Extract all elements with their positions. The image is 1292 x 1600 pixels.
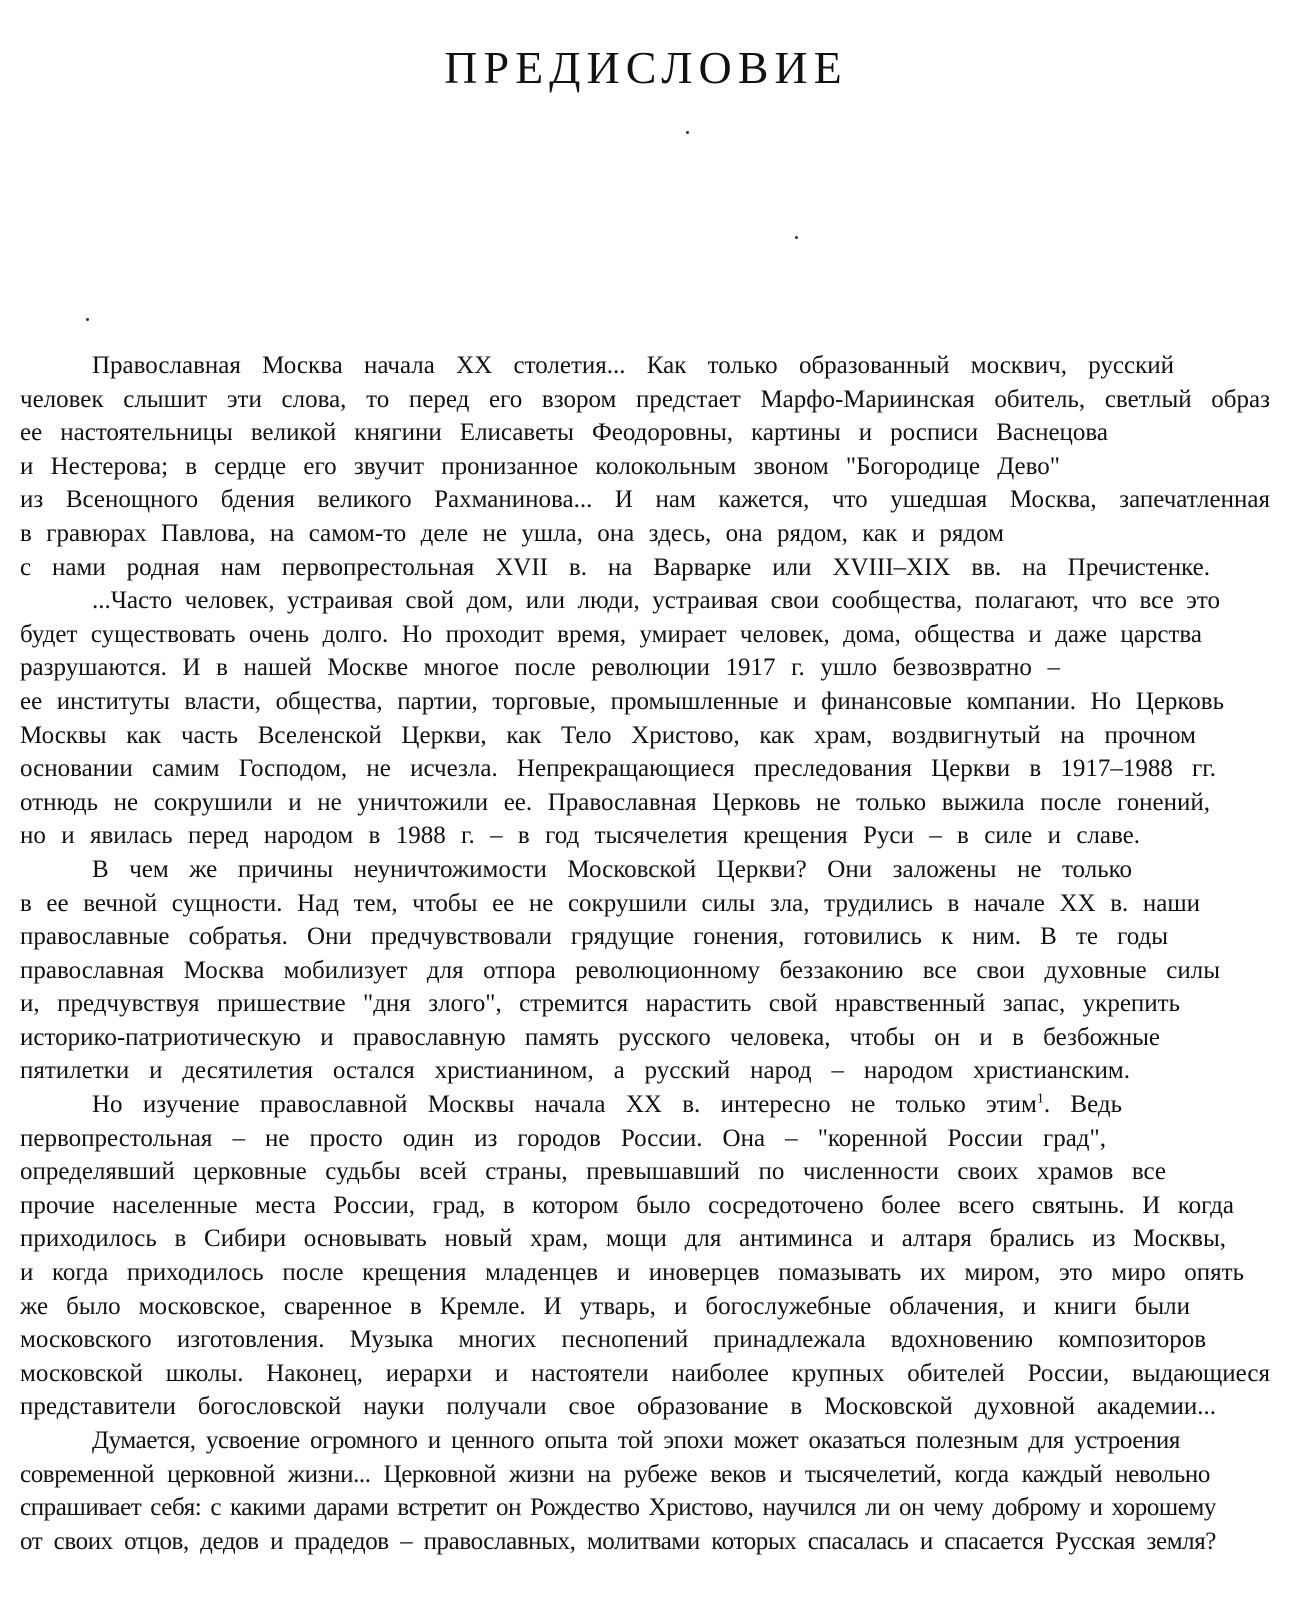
paragraph-1 — [20, 349, 1270, 584]
text-line: современной церковной жизни... Церковной жизни на рубеже веков и тысячелетий, когда каждый невольно — [20, 1460, 1210, 1488]
text-line: пятилетки и десятилетия остался христианином, а русский народ – народом христианским. — [20, 1057, 1130, 1085]
paragraph-4 — [20, 1088, 1270, 1424]
scan-speck — [795, 236, 798, 239]
text-line: основании самим Господом, не исчезла. Непрекращающиеся преследования Церкви в 1917–1988 гг. — [20, 755, 1216, 783]
text-line: прочие населенные места России, град, в котором было сосредоточено более всего святынь. И когда — [20, 1191, 1234, 1219]
text-line-start: Но изучение православной Москвы начала XX в. интересно не только этим — [92, 1091, 1037, 1119]
text-line: спрашивает себя: с какими дарами встретит он Рождество Христово, научился ли он чему доброму и хорошему — [20, 1494, 1216, 1522]
text-line: В чем же причины неуничтожимости Московской Церкви? Они заложены не только — [92, 855, 1132, 883]
text-line — [20, 1088, 1122, 1122]
scan-speck — [86, 318, 89, 321]
text-line-end: . Ведь — [1043, 1091, 1122, 1119]
text-line: и Нестерова; в сердце его звучит пронизанное колокольным звоном "Богородице Дево" — [20, 452, 1060, 480]
text-line: приходилось в Сибири основывать новый храм, мощи для антиминса и алтаря брались из Москвы, — [20, 1225, 1226, 1253]
body-text — [20, 349, 1270, 1558]
text-line: ...Часто человек, устраивая свой дом, или люди, устраивая свои сообщества, полагают, что все это — [92, 587, 1220, 615]
text-line: от своих отцов, дедов и прадедов – православных, молитвами которых спасалась и спасается Русская земля? — [20, 1527, 1216, 1555]
text-line: с нами родная нам первопрестольная XVII в. на Варварке или XVIII–XIX вв. на Пречистенке. — [20, 553, 1210, 581]
text-line: представители богословской науки получали свое образование в Московской духовной академии... — [20, 1393, 1216, 1421]
text-line: Думается, усвоение огромного и ценного опыта той эпохи может оказаться полезным для устроения — [92, 1427, 1180, 1454]
paragraph-2 — [20, 584, 1270, 853]
text-line: разрушаются. И в нашей Москве многое после революции 1917 г. ушло безвозвратно – — [20, 654, 1060, 682]
text-line: отнюдь не сокрушили и не уничтожили ее. Православная Церковь не только выжила после гонений, — [20, 788, 1210, 816]
text-line: Москвы как часть Вселенской Церкви, как Тело Христово, как храм, воздвигнутый на прочном — [20, 721, 1196, 749]
page-title: ПРЕДИСЛОВИЕ — [444, 42, 848, 93]
text-line: московской школы. Наконец, иерархи и настоятели наиболее крупных обителей России, выдающиеся — [20, 1359, 1270, 1387]
text-line: человек слышит эти слова, то перед его взором предстает Марфо-Мариинская обитель, светлый образ — [20, 385, 1270, 413]
text-line: в гравюрах Павлова, на самом-то деле не ушла, она здесь, она рядом, как и рядом — [20, 519, 1004, 547]
text-line: и когда приходилось после крещения младенцев и иноверцев помазывать их миром, это миро опять — [20, 1259, 1244, 1287]
text-line: православная Москва мобилизует для отпора революционному беззаконию все свои духовные силы — [20, 956, 1220, 984]
text-line: ее институты власти, общества, партии, торговые, промышленные и финансовые компании. Но Церковь — [20, 687, 1224, 715]
text-line: в ее вечной сущности. Над тем, чтобы ее не сокрушили силы зла, трудились в начале XX в. наши — [20, 889, 1200, 917]
text-line: но и явилась перед народом в 1988 г. – в год тысячелетия крещения Руси – в силе и славе. — [20, 822, 1140, 850]
text-line: и, предчувствуя пришествие "дня злого", стремится нарастить свой нравственный запас, укрепить — [20, 990, 1180, 1018]
paragraph-3 — [20, 853, 1270, 1088]
text-line: будет существовать очень долго. Но проходит время, умирает человек, дома, общества и даже царства — [20, 620, 1202, 648]
text-line: первопрестольная – не просто один из городов России. Она – "коренной России град", — [20, 1124, 1106, 1152]
paragraph-5 — [20, 1424, 1270, 1558]
text-line: из Всенощного бдения великого Рахманинова... И нам кажется, что ушедшая Москва, запечатленная — [20, 486, 1270, 514]
text-line: определявший церковные судьбы всей страны, превышавший по численности своих храмов все — [20, 1158, 1166, 1186]
scan-speck — [686, 131, 689, 134]
text-line: историко-патриотическую и православную память русского человека, чтобы он и в безбожные — [20, 1023, 1160, 1051]
footnote-marker: 1 — [1036, 1091, 1044, 1107]
text-line: же было московское, сваренное в Кремле. И утварь, и богослужебные облачения, и книги были — [20, 1292, 1190, 1320]
text-line: московского изготовления. Музыка многих песнопений принадлежала вдохновению композиторов — [20, 1326, 1206, 1354]
text-line: православные собратья. Они предчувствовали грядущие гонения, готовились к ним. В те годы — [20, 923, 1168, 951]
text-line: Православная Москва начала XX столетия... Как только образованный москвич, русский — [92, 352, 1174, 379]
text-line: ее настоятельницы великой княгини Елисаветы Феодоровны, картины и росписи Васнецова — [20, 419, 1108, 447]
